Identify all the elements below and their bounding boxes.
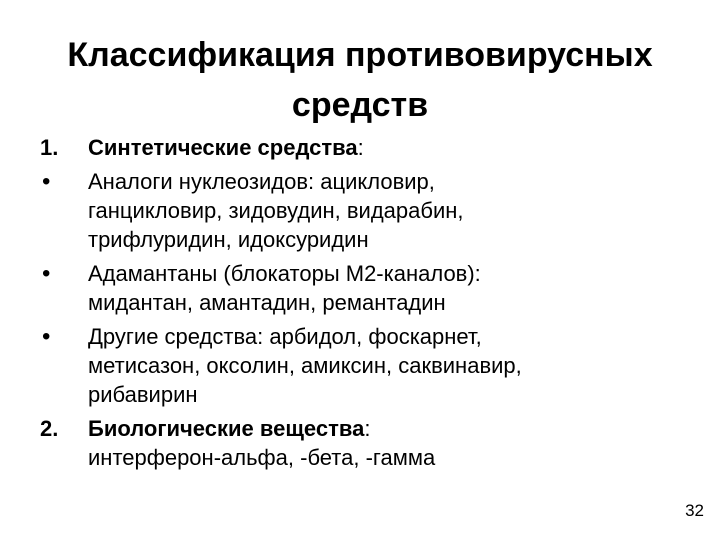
text-line: Аналоги нуклеозидов: ацикловир, (88, 169, 435, 194)
text-line: трифлуридин, идоксуридин (88, 227, 369, 252)
list-item-biological-heading (38, 414, 678, 472)
list-item-other-agents (38, 322, 678, 409)
list-number-1: 1. (40, 135, 59, 160)
list-item-text (88, 167, 678, 254)
bullet-marker: • (42, 260, 51, 287)
list-number-2: 2. (40, 416, 59, 441)
text-line: мидантан, амантадин, ремантадин (88, 290, 446, 315)
section-heading-biological: Биологические вещества (88, 416, 365, 441)
slide-title (40, 30, 680, 130)
text-line: рибавирин (88, 382, 198, 407)
text-line: ганцикловир, зидовудин, видарабин, (88, 198, 464, 223)
list-item-text (88, 259, 678, 317)
heading-colon: : (364, 416, 371, 441)
text-line: интерферон-альфа, -бета, -гамма (88, 445, 436, 470)
heading-colon: : (357, 135, 364, 160)
list-item-synthetic-heading (38, 133, 678, 162)
slide-title-line-1: Классификация противовирусных (67, 36, 653, 74)
list-item-adamantanes (38, 259, 678, 317)
section-heading-line (88, 414, 678, 443)
section-heading-line (88, 133, 678, 162)
bullet-marker: • (42, 323, 51, 350)
list-item-text (88, 322, 678, 409)
bullet-marker: • (42, 168, 51, 195)
list-item-text (88, 133, 678, 162)
list-item-nucleoside-analogs (38, 167, 678, 254)
slide-title-line-2: средств (291, 86, 429, 124)
section-heading-synthetic: Синтетические средства (88, 135, 358, 160)
content-list (38, 133, 678, 477)
text-line: Адамантаны (блокаторы М2-каналов): (88, 261, 481, 286)
text-line: метисазон, оксолин, амиксин, саквинавир, (88, 353, 522, 378)
page-number: 32 (685, 501, 704, 520)
text-line: Другие средства: арбидол, фоскарнет, (88, 324, 482, 349)
list-item-text (88, 414, 678, 472)
